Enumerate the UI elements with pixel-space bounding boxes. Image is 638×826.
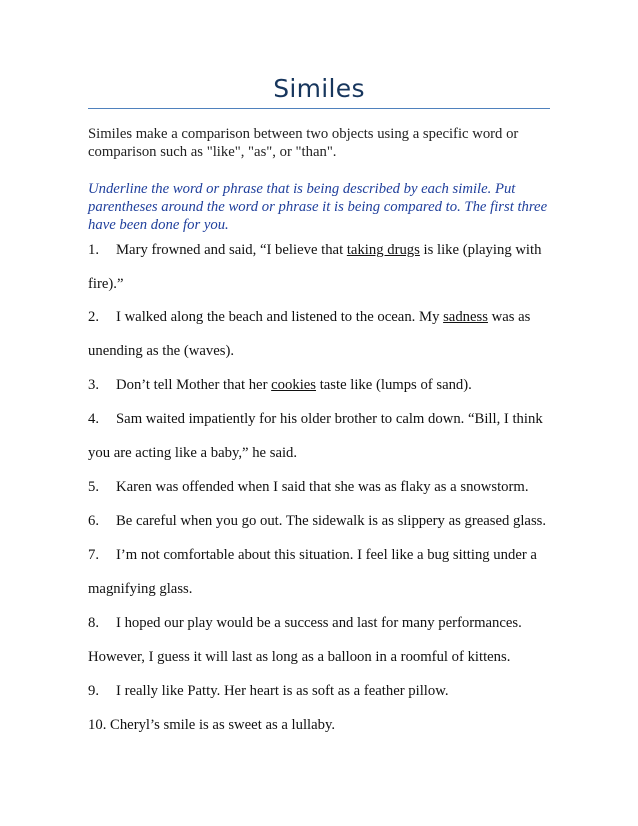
underlined-subject: taking drugs bbox=[346, 242, 420, 258]
item-number: 3. bbox=[88, 377, 100, 393]
item-text: Karen was offended when I said that she was as flaky as a snowstorm. bbox=[116, 479, 529, 495]
item-number: 5. bbox=[88, 479, 100, 495]
item-1-line-1 bbox=[88, 241, 541, 259]
item-text: I walked along the beach and listened to the ocean. My bbox=[116, 309, 444, 325]
instructions-paragraph: Underline the word or phrase that is being described by each simile. Put parentheses around the word or phrase it is being compared to. The first three have been done for you. bbox=[88, 181, 548, 233]
underlined-subject: sadness bbox=[443, 309, 488, 325]
item-6-line-1 bbox=[88, 512, 546, 530]
item-text: Don’t tell Mother that her bbox=[116, 377, 272, 393]
item-number: 7. bbox=[88, 547, 100, 563]
item-text: Mary frowned and said, “I believe that bbox=[116, 242, 347, 258]
item-text: I’m not comfortable about this situation. I feel like a bug sitting under a bbox=[116, 547, 537, 563]
item-number: 10. bbox=[88, 717, 107, 733]
item-7-line-1 bbox=[88, 546, 537, 564]
item-9-line-1 bbox=[88, 682, 449, 700]
page-title: Similes bbox=[273, 74, 365, 103]
item-7-line-2: magnifying glass. bbox=[88, 581, 193, 597]
item-2-line-1 bbox=[88, 308, 530, 326]
item-text: Cheryl’s smile is as sweet as a lullaby. bbox=[110, 717, 336, 733]
item-8-line-2: However, I guess it will last as long as a balloon in a roomful of kittens. bbox=[88, 649, 511, 665]
item-10-line-1 bbox=[88, 716, 335, 734]
item-text: was as bbox=[487, 309, 531, 325]
item-3-line-1 bbox=[88, 376, 472, 394]
item-4-line-2: you are acting like a baby,” he said. bbox=[88, 445, 298, 461]
item-number: 4. bbox=[88, 411, 100, 427]
item-8-line-1 bbox=[88, 614, 522, 632]
item-text: Sam waited impatiently for his older brother to calm down. “Bill, I think bbox=[116, 411, 543, 427]
item-1-line-2: fire).” bbox=[88, 276, 124, 292]
item-number: 6. bbox=[88, 513, 100, 529]
item-text: Be careful when you go out. The sidewalk is as slippery as greased glass. bbox=[116, 513, 547, 529]
item-text: is like (playing with bbox=[419, 242, 542, 258]
item-number: 2. bbox=[88, 309, 100, 325]
title-divider bbox=[88, 108, 550, 109]
item-5-line-1 bbox=[88, 478, 529, 496]
item-2-line-2: unending as the (waves). bbox=[88, 343, 235, 359]
underlined-subject: cookies bbox=[271, 377, 317, 393]
item-text: taste like (lumps of sand). bbox=[316, 377, 472, 393]
intro-paragraph: Similes make a comparison between two objects using a specific word or comparison such as "like", "as", or "than". bbox=[88, 126, 519, 160]
item-number: 1. bbox=[88, 242, 100, 258]
item-number: 8. bbox=[88, 615, 100, 631]
item-text: I hoped our play would be a success and last for many performances. bbox=[116, 615, 522, 631]
item-text: I really like Patty. Her heart is as soft as a feather pillow. bbox=[116, 683, 449, 699]
item-4-line-1 bbox=[88, 410, 543, 428]
item-number: 9. bbox=[88, 683, 100, 699]
